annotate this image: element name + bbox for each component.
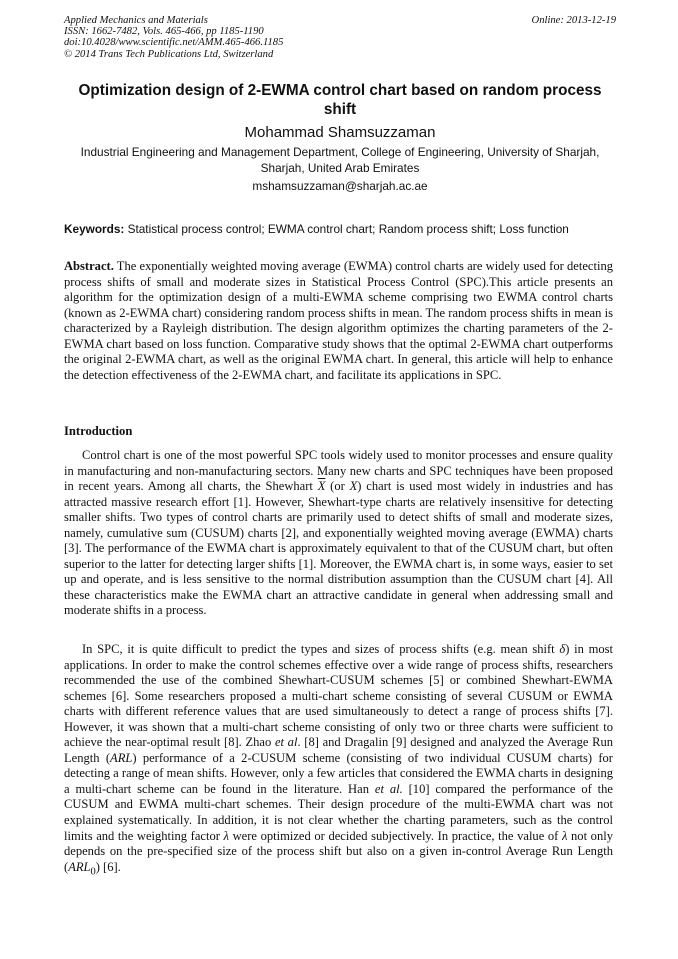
lambda-symbol: λ [561,828,568,843]
text-run: ) in most applications. In order to make the control schemes effective over a wide range of process shifts, researchers recommended the use of the combined Shewhart-CUSUM schemes [5] or combined Shewhart-EWMA schemes [6]. Some researchers proposed a multi-chart scheme consisting of several CUSUM or EWMA charts with different reference values that are used simultaneously to detect a range of process shifts [7]. However, it was shown that a multi-chart scheme consisting of only two or three charts were sufficient to achieve the near-optimal result [8]. Zhao [64,642,613,750]
section-heading-introduction: Introduction [64,424,133,438]
issn-line: ISSN: 1662-7482, Vols. 465-466, pp 1185-1190 [64,26,264,38]
copyright-line: © 2014 Trans Tech Publications Ltd, Switzerland [64,48,274,60]
abstract-label: Abstract. [64,259,114,273]
intro-paragraph-2 [64,642,613,880]
keywords [64,222,624,237]
text-run: Control chart is one of the most powerful SPC tools widely used to monitor processes and ensure quality in manufacturing and non-manufacturing sectors. Many new charts and SPC techniques have been proposed in recent years. Among all charts, the Shewhart [64,448,613,494]
text-run: In SPC, it is quite difficult to predict the types and sizes of process shifts (e.g. mean shift [82,642,560,656]
author-affiliation: Industrial Engineering and Management Department, College of Engineering, University of Sharjah, Sharjah, United Arab Emirates [80,145,600,175]
online-date: Online: 2013-12-19 [531,15,616,26]
author-name: Mohammad Shamsuzzaman [244,124,436,141]
et-al: et al. [374,781,403,796]
doi-line: doi:10.4028/www.scientific.net/AMM.465-466.1185 [64,37,284,49]
text-run: ) chart is used most widely in industries and has attracted massive research effort [1]. However, Shewhart-type charts are relatively insensitive for detecting smaller shifts. Two types of control charts are primarily used to detect shifts of small and moderate sizes, namely, cumulative sum (CUSUM) charts [2], and exponentially weighted moving average (EWMA) charts [3]. The performance of the EWMA chart is approximately equivalent to that of the CUSUM chart, but often superior to the latter for detecting larger shifts [1]. Moreover, the EWMA chart is, in some ways, easier to set up and operate, and is less sensitive to the normal distribution assumption than the CUSUM chart [4]. All these characteristics make the EWMA chart an attractive candidate in general when addressing small and moderate shifts in a process. [64,479,614,618]
lambda-symbol: λ [223,828,229,843]
intro-paragraph-1 [64,448,613,619]
arl-term: ARL [110,750,133,765]
text-run: . [8] and Dragalin [9] designed and analyzed the Average Run Length ( [64,735,614,765]
paper-title: Optimization design of 2-EWMA control chart based on random process shift [78,82,602,118]
xbar-symbol: $\overline{X}$ [317,479,326,494]
arl0-subscript: 0 [90,866,96,878]
text-run: [10] compared the performance of the CUSUM and EWMA multi-chart schemes. Their design procedure of the multi-EWMA chart was not explained systematically. In addition, it is not clear whether the charting parameters, such as the control limits and the weighting factor [64,781,613,843]
text-run: not only depends on the pre-specified size of the process shift but also on a given in-control Average Run Length ( [64,828,613,874]
author-email: mshamsuzzaman@sharjah.ac.ae [252,179,428,193]
abstract-text: The exponentially weighted moving average (EWMA) control charts are widely used for detecting process shifts of small and moderate sizes in Statistical Process Control (SPC).This article presents an algorithm for the optimization design of a multi-EWMA scheme comprising two EWMA control charts (known as 2-EWMA chart) considering random process shifts in mean. The random process shifts in mean is characterized by a Rayleigh distribution. The design algorithm optimizes the charting parameters of the 2-EWMA chart based on loss function. Comparative study shows that the optimal 2-EWMA chart outperforms the original 2-EWMA chart, as well as the original EWMA chart. In general, this article will help to enhance the detection effectiveness of the 2-EWMA chart, and facilitate its applications in SPC. [64,259,613,382]
text-run: (or [325,479,350,494]
delta-symbol: δ [559,642,566,656]
abstract [64,259,613,383]
keywords-text: Statistical process control; EWMA control chart; Random process shift; Loss function [124,222,569,236]
arl0-term: ARL [68,859,91,874]
text-run: ) [6]. [95,859,121,874]
journal-name: Applied Mechanics and Materials [64,15,208,26]
text-run: ) performance of a 2-CUSUM scheme (consisting of two individual CUSUM charts) for detecting a range of mean shifts. However, only a few articles that considered the EWMA charts in designing a multi-chart scheme can be found in the literature. Han [64,750,613,796]
x-symbol: X [349,479,358,494]
journal-header [64,15,616,60]
text-run: were optimized or decided subjectively. In practice, the value of [228,828,562,843]
keywords-label: Keywords: [64,222,125,236]
et-al: et al [274,735,298,750]
